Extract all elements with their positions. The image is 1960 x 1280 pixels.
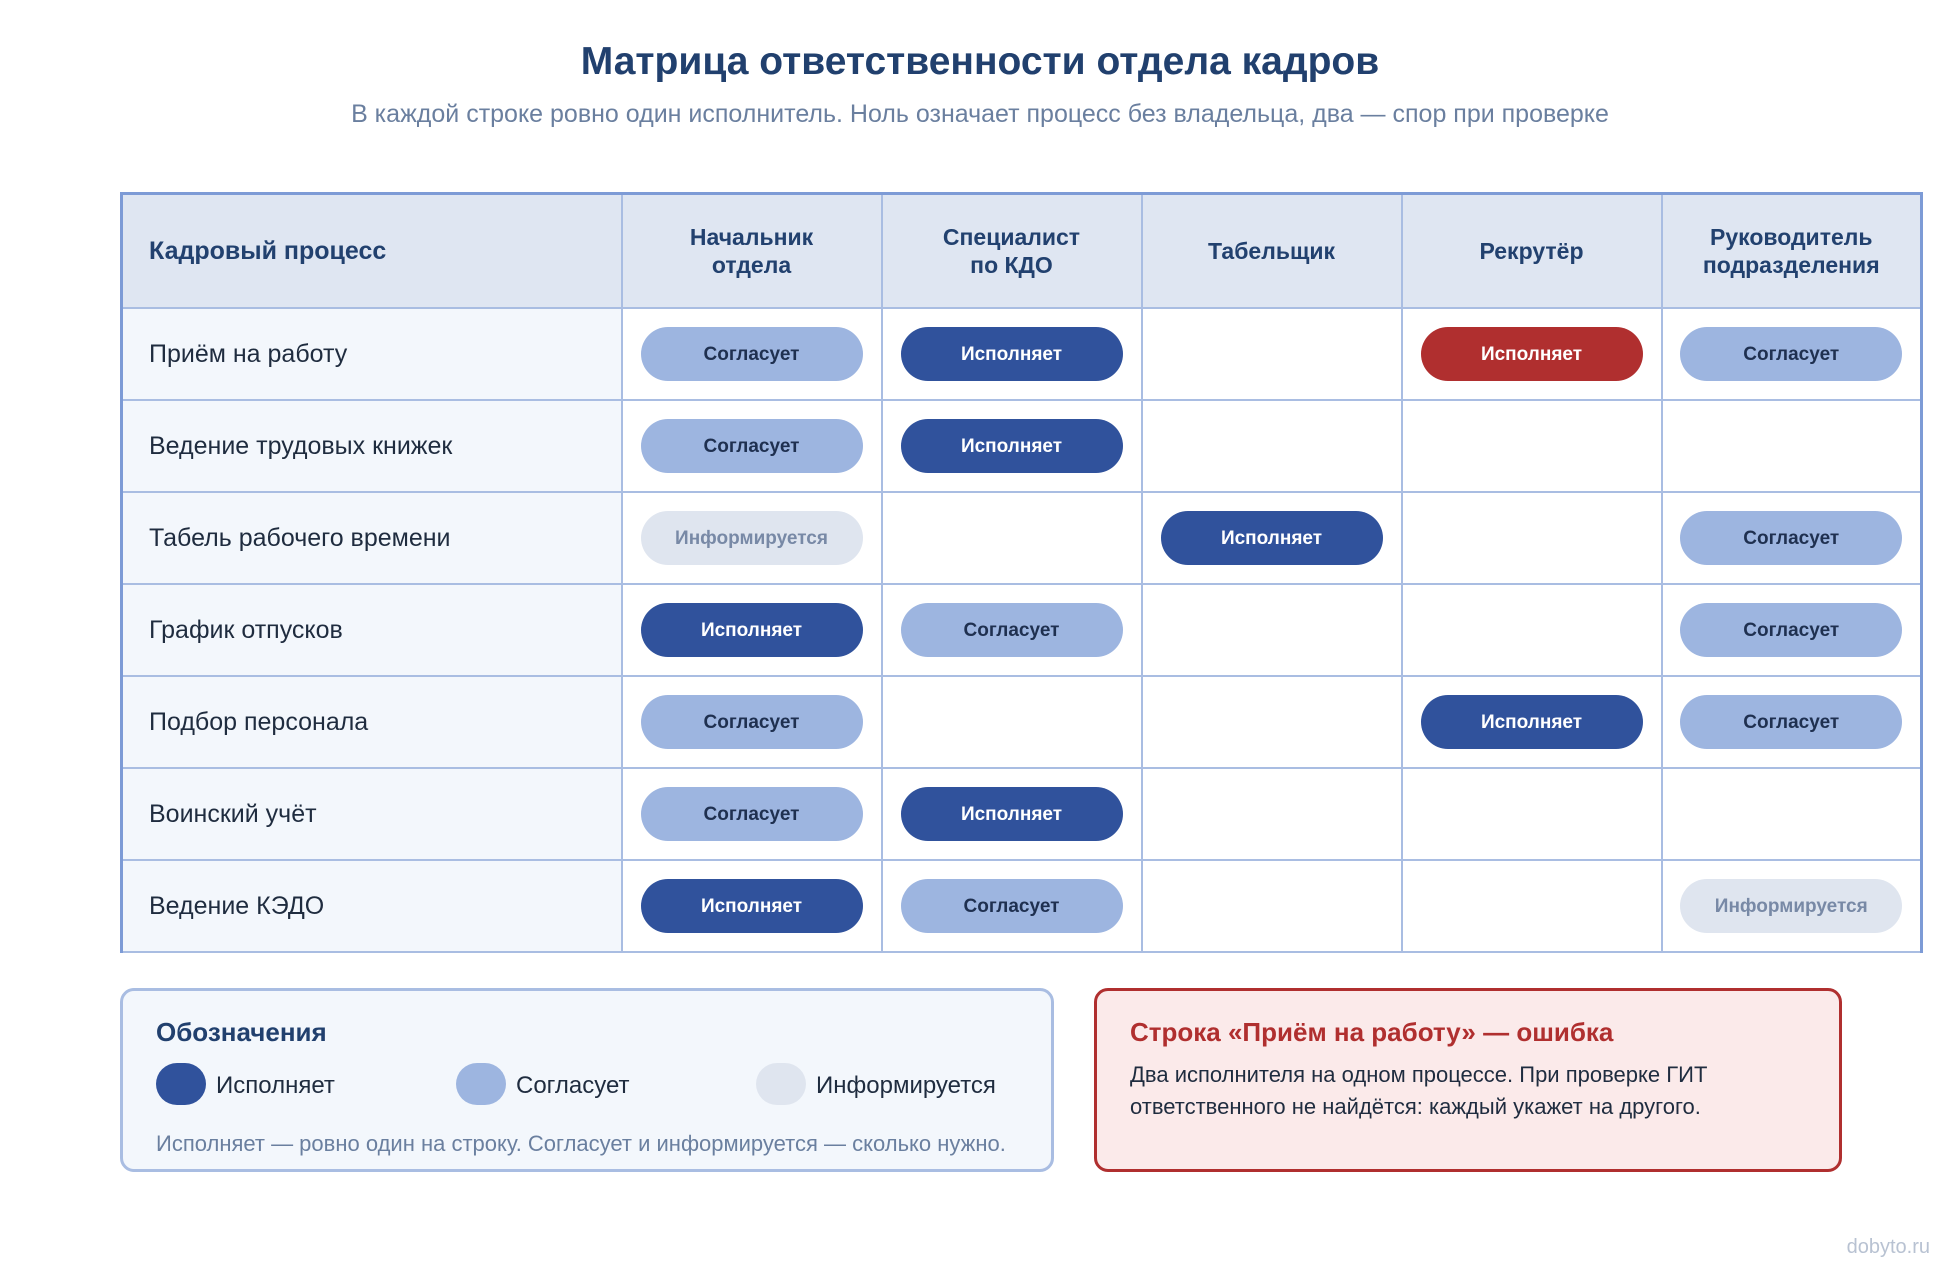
matrix-cell-head-of-department <box>622 308 882 400</box>
matrix-cell-timekeeper <box>1142 768 1402 860</box>
matrix-body <box>122 308 1922 952</box>
matrix-cell-recruiter <box>1402 400 1662 492</box>
legend-panel <box>120 988 1054 1172</box>
role-header-recruiter: Рекрутёр <box>1402 194 1662 309</box>
matrix-cell-head-of-department <box>622 768 882 860</box>
matrix-cell-unit-manager <box>1662 768 1922 860</box>
process-name-cell: Ведение КЭДО <box>122 860 622 952</box>
legend-label-informed: Информируется <box>816 1072 996 1099</box>
process-name-cell: График отпусков <box>122 584 622 676</box>
legend-title: Обозначения <box>156 1017 327 1047</box>
role-badge-exec: Исполняет <box>641 879 863 933</box>
matrix-cell-recruiter <box>1402 584 1662 676</box>
process-name-cell: Воинский учёт <box>122 768 622 860</box>
legend-label-executes: Исполняет <box>216 1072 335 1099</box>
role-badge-agree: Согласует <box>1680 603 1902 657</box>
matrix-cell-timekeeper <box>1142 676 1402 768</box>
matrix-cell-unit-manager <box>1662 676 1922 768</box>
matrix-cell-head-of-department <box>622 584 882 676</box>
matrix-cell-recruiter <box>1402 860 1662 952</box>
role-badge-exec: Исполняет <box>1421 695 1643 749</box>
matrix-cell-recruiter <box>1402 768 1662 860</box>
matrix-cell-kdo-specialist <box>882 676 1142 768</box>
matrix-cell-unit-manager <box>1662 492 1922 584</box>
matrix-cell-kdo-specialist <box>882 308 1142 400</box>
error-callout-title: Строка «Приём на работу» — ошибка <box>1130 1017 1614 1047</box>
role-badge-inform: Информируется <box>641 511 863 565</box>
matrix-cell-recruiter <box>1402 308 1662 400</box>
matrix-cell-unit-manager <box>1662 584 1922 676</box>
matrix-cell-head-of-department <box>622 400 882 492</box>
role-badge-inform: Информируется <box>1680 879 1902 933</box>
role-badge-agree: Согласует <box>641 419 863 473</box>
role-badge-agree: Согласует <box>1680 695 1902 749</box>
role-badge-exec: Исполняет <box>1161 511 1383 565</box>
table-row <box>122 676 1922 768</box>
page-title: Матрица ответственности отдела кадров <box>580 40 1380 83</box>
process-name-cell: Приём на работу <box>122 308 622 400</box>
matrix-cell-kdo-specialist <box>882 584 1142 676</box>
table-row <box>122 492 1922 584</box>
matrix-cell-kdo-specialist <box>882 400 1142 492</box>
matrix-cell-head-of-department <box>622 676 882 768</box>
error-callout <box>1094 988 1842 1172</box>
legend-swatch-executes <box>156 1063 206 1105</box>
site-watermark: dobyto.ru <box>1846 1236 1930 1258</box>
role-header-kdo-specialist: Специалист по КДО <box>882 194 1142 309</box>
legend-label-approves: Согласует <box>516 1072 630 1099</box>
legend-note: Исполняет — ровно один на строку. Согласует и информируется — сколько нужно. <box>156 1131 1006 1156</box>
role-badge-exec: Исполняет <box>901 327 1123 381</box>
process-name-cell: Табель рабочего времени <box>122 492 622 584</box>
legend-swatch-approves <box>456 1063 506 1105</box>
role-header-unit-manager: Руководитель подразделения <box>1662 194 1922 309</box>
role-badge-exec: Исполняет <box>901 787 1123 841</box>
process-column-header: Кадровый процесс <box>122 194 622 309</box>
table-row <box>122 860 1922 952</box>
matrix-cell-timekeeper <box>1142 860 1402 952</box>
role-badge-exec: Исполняет <box>641 603 863 657</box>
matrix-cell-kdo-specialist <box>882 492 1142 584</box>
matrix-cell-timekeeper <box>1142 584 1402 676</box>
table-row <box>122 308 1922 400</box>
matrix-cell-recruiter <box>1402 492 1662 584</box>
matrix-cell-unit-manager <box>1662 400 1922 492</box>
role-header-head-of-department: Начальник отдела <box>622 194 882 309</box>
error-callout-text: Два исполнителя на одном процессе. При проверке ГИТ ответственного не найдётся: каждый укажет на другого. <box>1130 1062 1708 1119</box>
process-name-cell: Подбор персонала <box>122 676 622 768</box>
matrix-cell-recruiter <box>1402 676 1662 768</box>
role-badge-error: Исполняет <box>1421 327 1643 381</box>
role-badge-agree: Согласует <box>641 695 863 749</box>
matrix-header-row <box>122 194 1922 309</box>
table-row <box>122 584 1922 676</box>
role-badge-agree: Согласует <box>641 327 863 381</box>
table-row <box>122 400 1922 492</box>
role-badge-agree: Согласует <box>641 787 863 841</box>
matrix-cell-head-of-department <box>622 860 882 952</box>
role-badge-agree: Согласует <box>901 603 1123 657</box>
matrix-cell-unit-manager <box>1662 860 1922 952</box>
role-badge-agree: Согласует <box>1680 327 1902 381</box>
matrix-cell-timekeeper <box>1142 308 1402 400</box>
responsibility-matrix <box>120 192 1923 953</box>
matrix-cell-unit-manager <box>1662 308 1922 400</box>
page-subtitle: В каждой строке ровно один исполнитель. Ноль означает процесс без владельца, два — спор при проверке <box>351 100 1609 128</box>
matrix-cell-kdo-specialist <box>882 860 1142 952</box>
matrix-cell-head-of-department <box>622 492 882 584</box>
process-name-cell: Ведение трудовых книжек <box>122 400 622 492</box>
table-row <box>122 768 1922 860</box>
role-badge-exec: Исполняет <box>901 419 1123 473</box>
matrix-cell-timekeeper <box>1142 492 1402 584</box>
matrix-cell-kdo-specialist <box>882 768 1142 860</box>
legend-swatch-informed <box>756 1063 806 1105</box>
matrix-cell-timekeeper <box>1142 400 1402 492</box>
role-badge-agree: Согласует <box>901 879 1123 933</box>
role-badge-agree: Согласует <box>1680 511 1902 565</box>
role-header-timekeeper: Табельщик <box>1142 194 1402 309</box>
